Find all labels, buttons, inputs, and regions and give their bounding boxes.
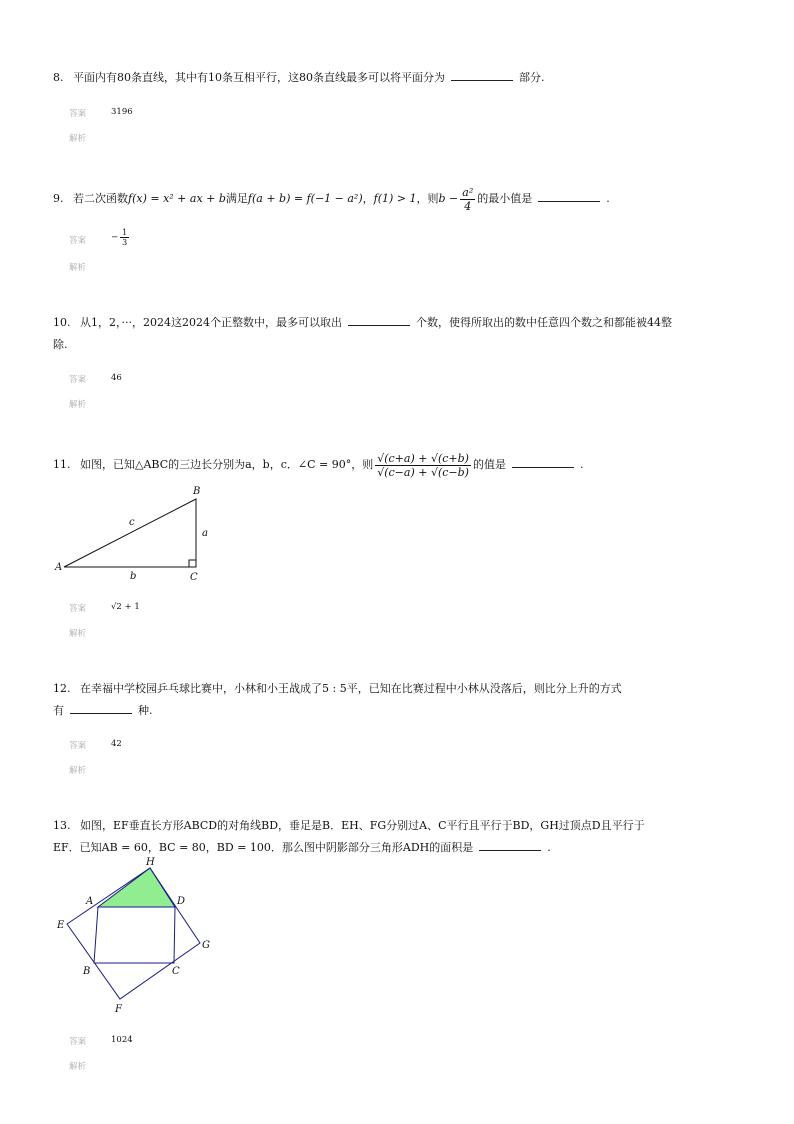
question-text-end: .: [606, 192, 610, 205]
fraction-numerator: √(c+a) + √(c+b): [377, 451, 469, 465]
question-number: 9.: [53, 192, 64, 205]
question-text: ，则: [416, 192, 439, 205]
point-label-f: F: [115, 1004, 122, 1015]
question-number: 12.: [53, 682, 71, 695]
answer-blank: [451, 70, 513, 81]
question-number: 8.: [53, 71, 64, 84]
question-10-line2: 除.: [53, 338, 68, 351]
fraction: [460, 186, 475, 213]
side-label-b: b: [130, 571, 137, 582]
fraction-denominator: 3: [122, 238, 128, 247]
analysis-label: 解析: [69, 400, 87, 410]
answer-blank: [538, 191, 600, 202]
answer-fraction: [120, 228, 129, 247]
point-label-c: C: [172, 966, 180, 977]
question-text: 有: [53, 704, 64, 717]
vertex-label-c: C: [190, 572, 198, 583]
math-expression: b −: [438, 192, 459, 205]
point-label-h: H: [146, 857, 155, 868]
analysis-label: 解析: [69, 766, 87, 776]
answer-value: 3196: [111, 107, 133, 117]
rectangle-abcd: [94, 907, 175, 963]
question-number: 10.: [53, 316, 71, 329]
fraction-denominator: √(c−a) + √(c−b): [377, 465, 469, 479]
answer-value: 42: [111, 739, 122, 749]
answer-label: 答案: [69, 236, 87, 246]
rectangle-figure: [50, 852, 230, 1017]
answer-value: [111, 228, 131, 247]
question-text: 的最小值是: [477, 192, 533, 205]
question-text-end: .: [547, 841, 551, 854]
fraction-denominator: 4: [464, 199, 472, 213]
right-angle-mark: [189, 560, 196, 567]
question-text: 满足: [225, 192, 248, 205]
answer-blank: [512, 457, 574, 468]
question-10: [53, 312, 672, 334]
fraction: [375, 452, 471, 479]
answer-label: 答案: [69, 109, 87, 119]
side-label-c: c: [129, 517, 135, 528]
question-9: [53, 184, 610, 214]
question-text: 个数，使得所取出的数中任意四个数之和都能被44整: [415, 316, 672, 329]
question-8: [53, 67, 545, 89]
answer-blank: [479, 840, 541, 851]
question-text: 如图，已知△ABC的三边长分别为a，b，c．∠C = 90°，则: [80, 458, 374, 471]
vertex-label-b: B: [193, 486, 201, 497]
point-label-e: E: [57, 920, 65, 931]
question-12-line2: [53, 700, 153, 722]
question-text: EF．已知AB = 60，BC = 80，BD = 100．那么图中阴影部分三角形ADH的面积是: [53, 841, 474, 854]
question-13: [53, 815, 645, 837]
point-label-a: A: [86, 896, 94, 907]
analysis-label: 解析: [69, 134, 87, 144]
answer-blank: [70, 703, 132, 714]
point-label-b: B: [83, 966, 91, 977]
fraction-numerator: 1: [122, 228, 128, 237]
answer-label: 答案: [69, 375, 87, 385]
question-text: 平面内有80条直线，其中有10条互相平行，这80条直线最多可以将平面分为: [73, 71, 445, 84]
question-text-end: .: [579, 458, 584, 471]
answer-value: 1024: [111, 1035, 133, 1045]
math-expression: f(x) = x² + ax + b: [128, 192, 226, 205]
answer-label: 答案: [69, 604, 87, 614]
question-text: 的值是: [472, 458, 506, 471]
answer-value: 46: [111, 373, 122, 383]
answer-label: 答案: [69, 741, 87, 751]
question-text: 若二次函数: [73, 192, 128, 205]
triangle-figure: [50, 480, 220, 585]
question-number: 13.: [53, 819, 71, 832]
point-label-d: D: [177, 896, 186, 907]
analysis-label: 解析: [69, 263, 87, 273]
answer-sign: −: [111, 232, 119, 243]
question-number: 11.: [53, 458, 71, 471]
question-text: 在幸福中学校园乒乓球比赛中，小林和小王战成了5 : 5平，已知在比赛过程中小林从没落后，则比分上升的方式: [80, 682, 622, 695]
fraction-numerator: a²: [462, 185, 474, 199]
answer-label: 答案: [69, 1037, 87, 1047]
vertex-label-a: A: [55, 562, 63, 573]
triangle-abc: [64, 499, 196, 567]
answer-blank: [348, 315, 410, 326]
question-text-end: 部分.: [519, 71, 545, 84]
question-text: 从1，2，···，2024这2024个正整数中，最多可以取出: [80, 316, 342, 329]
math-expression: f(a + b) = f(−1 − a²): [247, 192, 363, 205]
math-expression: f(1) > 1: [373, 192, 417, 205]
question-text: ，: [362, 192, 374, 205]
analysis-label: 解析: [69, 629, 87, 639]
analysis-label: 解析: [69, 1062, 87, 1072]
question-text: 如图，EF垂直长方形ABCD的对角线BD，垂足是B．EH、FG分别过A、C平行且平行于BD，GH过顶点D且平行于: [80, 819, 645, 832]
answer-value: √2 + 1: [111, 602, 140, 612]
question-12: [53, 678, 622, 700]
question-text-end: 种.: [138, 704, 153, 717]
side-label-a: a: [202, 528, 208, 539]
point-label-g: G: [202, 940, 210, 951]
question-11: [53, 450, 583, 480]
